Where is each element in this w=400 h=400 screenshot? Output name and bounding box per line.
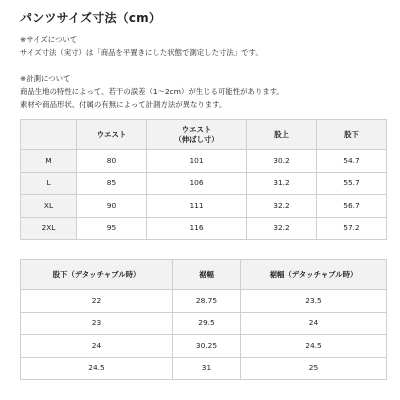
table-cell: 106 (147, 172, 247, 195)
size-note (20, 33, 263, 59)
table-cell: 23.5 (241, 290, 387, 313)
header-cell-hem-width: 裾幅 (173, 260, 241, 290)
page-title: パンツサイズ寸法（cm） (20, 11, 162, 25)
size-label: XL (21, 195, 77, 218)
detachable-size-table (20, 259, 387, 380)
header-cell-waist-stretched (147, 120, 247, 150)
header-cell-waist: ウエスト (77, 120, 147, 150)
table-cell: 111 (147, 195, 247, 218)
measure-note (20, 72, 284, 111)
table-cell: 54.7 (317, 150, 387, 173)
table-cell: 23 (21, 312, 173, 335)
size-label: 2XL (21, 217, 77, 240)
table-cell: 22 (21, 290, 173, 313)
measure-note-heading: ※計測について (20, 74, 71, 83)
table-cell: 31 (173, 357, 241, 380)
table-cell: 29.5 (173, 312, 241, 335)
header-cell-size (21, 120, 77, 150)
table-cell: 85 (77, 172, 147, 195)
table-cell: 31.2 (247, 172, 317, 195)
header-cell-inseam: 股下 (317, 120, 387, 150)
table-header-row (21, 260, 387, 290)
table-cell: 30.2 (247, 150, 317, 173)
table-cell: 90 (77, 195, 147, 218)
header-cell-hem-width-detachable: 裾幅（デタッチャブル時） (241, 260, 387, 290)
table-row (21, 217, 387, 240)
table-cell: 101 (147, 150, 247, 173)
table-row (21, 172, 387, 195)
table-row (21, 195, 387, 218)
table-row (21, 335, 387, 358)
table-cell: 25 (241, 357, 387, 380)
table-cell: 56.7 (317, 195, 387, 218)
table-row (21, 150, 387, 173)
measure-note-text-1: 商品生地の特性によって、若干の誤差（1〜2cm）が生じる可能性があります。 (20, 87, 284, 96)
header-cell-rise: 股上 (247, 120, 317, 150)
table-row (21, 357, 387, 380)
table-cell: 28.75 (173, 290, 241, 313)
header-cell-inseam-detachable: 股下（デタッチャブル時） (21, 260, 173, 290)
table-cell: 24.5 (21, 357, 173, 380)
table-cell: 80 (77, 150, 147, 173)
table-cell: 24 (21, 335, 173, 358)
size-note-text: サイズ寸法（実寸）は「商品を平置きにした状態で測定した寸法」です。 (20, 48, 263, 57)
table-cell: 95 (77, 217, 147, 240)
table-row (21, 312, 387, 335)
table-cell: 24.5 (241, 335, 387, 358)
table-header-row (21, 120, 387, 150)
table-cell: 32.2 (247, 217, 317, 240)
table-cell: 32.2 (247, 195, 317, 218)
table-cell: 24 (241, 312, 387, 335)
table-cell: 57.2 (317, 217, 387, 240)
size-label: M (21, 150, 77, 173)
table-row (21, 290, 387, 313)
header-waist-sub-label: （伸ばし寸） (174, 134, 219, 144)
measure-note-text-2: 素材や商品形状、付属の有無によって計測方法が異なります。 (20, 100, 227, 109)
size-note-heading: ※サイズについて (20, 35, 78, 44)
table-cell: 55.7 (317, 172, 387, 195)
pants-size-table (20, 119, 387, 240)
size-label: L (21, 172, 77, 195)
table-cell: 116 (147, 217, 247, 240)
header-waist-label: ウエスト (181, 124, 212, 134)
table-cell: 30.25 (173, 335, 241, 358)
